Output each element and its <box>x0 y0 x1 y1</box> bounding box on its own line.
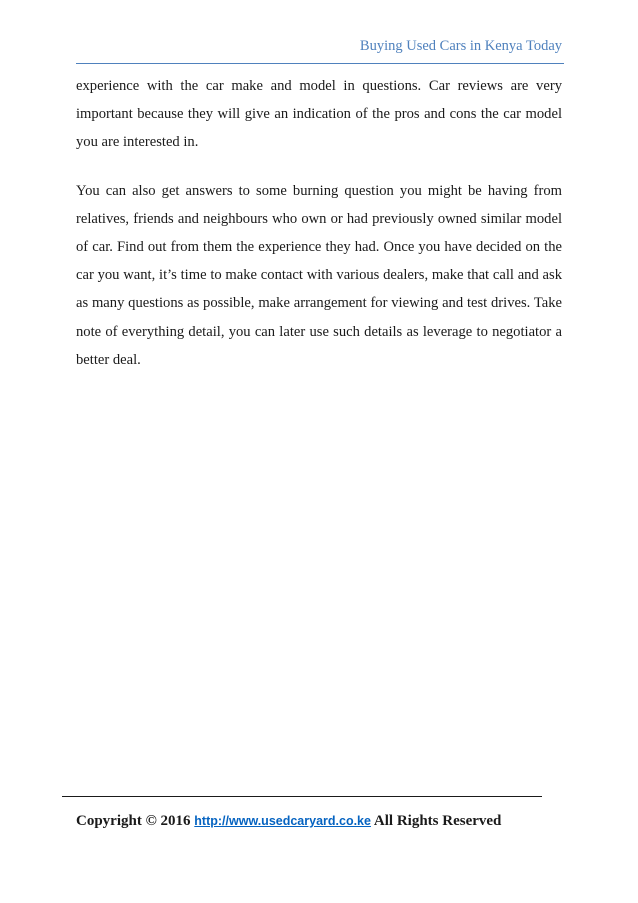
copyright-text: Copyright © 2016 <box>76 813 191 829</box>
page-header-title: Buying Used Cars in Kenya Today <box>359 38 562 54</box>
footer-divider <box>62 796 542 797</box>
website-link[interactable]: http://www.usedcaryard.co.ke <box>194 814 371 828</box>
header-divider <box>76 63 564 64</box>
rights-reserved-text: All Rights Reserved <box>373 813 502 829</box>
paragraph-1: experience with the car make and model in questions. Car reviews are very important because they will give an indication of the pros and cons the car model you are interested in. <box>76 78 562 151</box>
page-footer <box>76 813 501 830</box>
document-body <box>76 72 562 374</box>
paragraph-2: You can also get answers to some burning question you might be having from relatives, friends and neighbours who own or had previously owned similar model of car. Find out from them the experience they had. Once you have decided on the car you want, it’s time to make contact with various dealers, make that call and ask as many questions as possible, make arrangement for viewing and test drives. Take note of everything detail, you can later use such details as leverage to negotiator a better deal. <box>76 182 562 368</box>
